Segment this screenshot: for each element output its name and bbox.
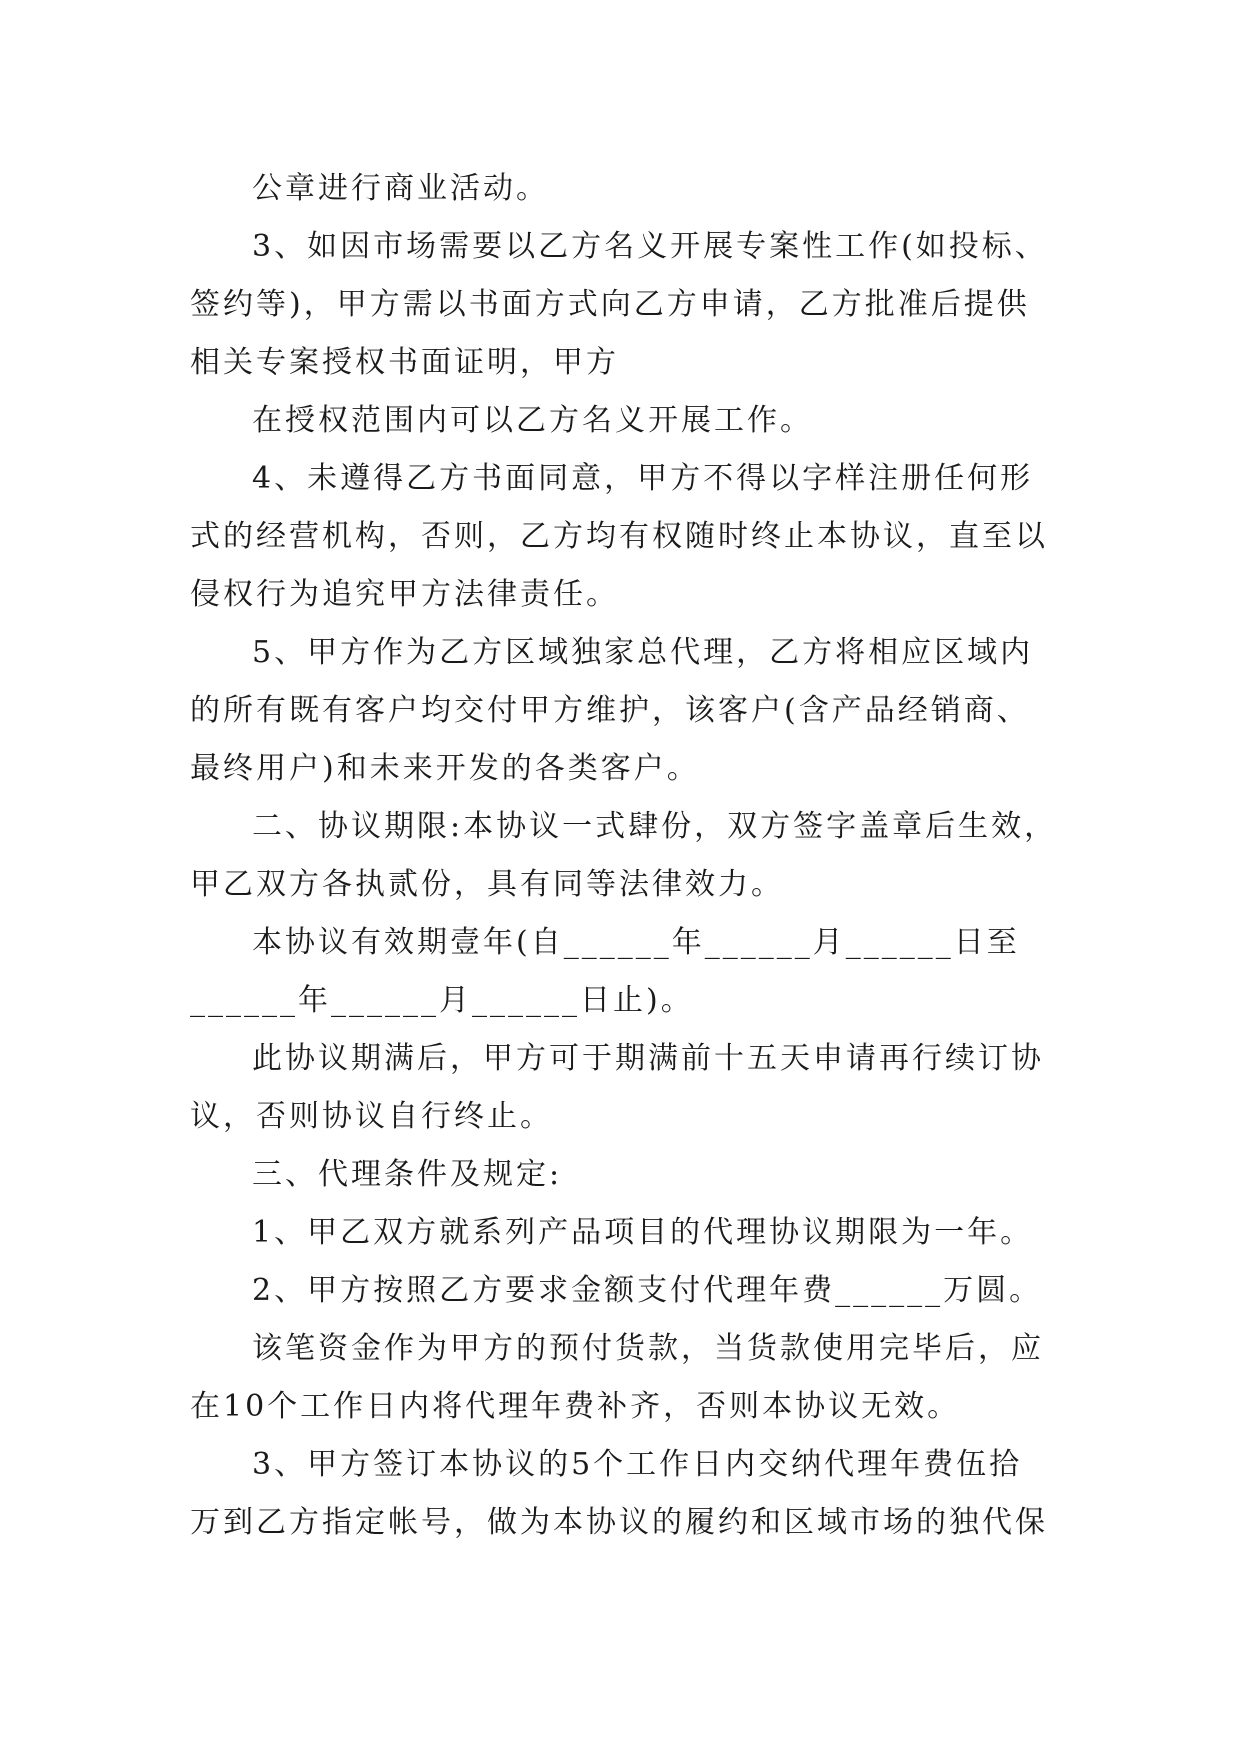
text-line: 此协议期满后，甲方可于期满前十五天申请再行续订协 [252, 1041, 1044, 1076]
text-line: 5、甲方作为乙方区域独家总代理，乙方将相应区域内 [252, 635, 1034, 670]
text-line: 万到乙方指定帐号，做为本协议的履约和区域市场的独代保 [190, 1505, 1048, 1540]
text-line: 签约等)，甲方需以书面方式向乙方申请，乙方批准后提供 [190, 287, 1030, 322]
text-line: 式的经营机构，否则，乙方均有权随时终止本协议，直至以 [190, 519, 1048, 554]
text-line: 在授权范围内可以乙方名义开展工作。 [252, 403, 813, 438]
text-line: 侵权行为追究甲方法律责任。 [190, 577, 619, 612]
text-line: 最终用户)和未来开发的各类客户。 [190, 751, 700, 786]
text-line: 甲乙双方各执贰份，具有同等法律效力。 [190, 867, 784, 902]
text-line: 的所有既有客户均交付甲方维护，该客户(含产品经销商、 [190, 693, 1030, 728]
text-line: 3、如因市场需要以乙方名义开展专案性工作(如投标、 [252, 229, 1048, 264]
text-line: 4、未遵得乙方书面同意，甲方不得以字样注册任何形 [252, 461, 1034, 496]
text-line: 三、代理条件及规定: [252, 1157, 563, 1192]
text-line: 在10个工作日内将代理年费补齐，否则本协议无效。 [190, 1389, 961, 1424]
text-line: 2、甲方按照乙方要求金额支付代理年费______万圆。 [252, 1273, 1043, 1308]
document-body [190, 160, 1058, 1552]
text-line: 公章进行商业活动。 [252, 171, 549, 206]
text-line: 本协议有效期壹年(自______年______月______日至 [252, 925, 1020, 960]
text-line: 3、甲方签订本协议的5个工作日内交纳代理年费伍拾 [252, 1447, 1023, 1482]
text-line: 该笔资金作为甲方的预付货款，当货款使用完毕后，应 [252, 1331, 1044, 1366]
text-line: 二、协议期限:本协议一式肆份，双方签字盖章后生效， [252, 809, 1058, 844]
text-line: 议，否则协议自行终止。 [190, 1099, 553, 1134]
text-line: ______年______月______日止)。 [190, 983, 694, 1018]
text-line: 相关专案授权书面证明，甲方 [190, 345, 619, 380]
text-line: 1、甲乙双方就系列产品项目的代理协议期限为一年。 [252, 1215, 1034, 1250]
